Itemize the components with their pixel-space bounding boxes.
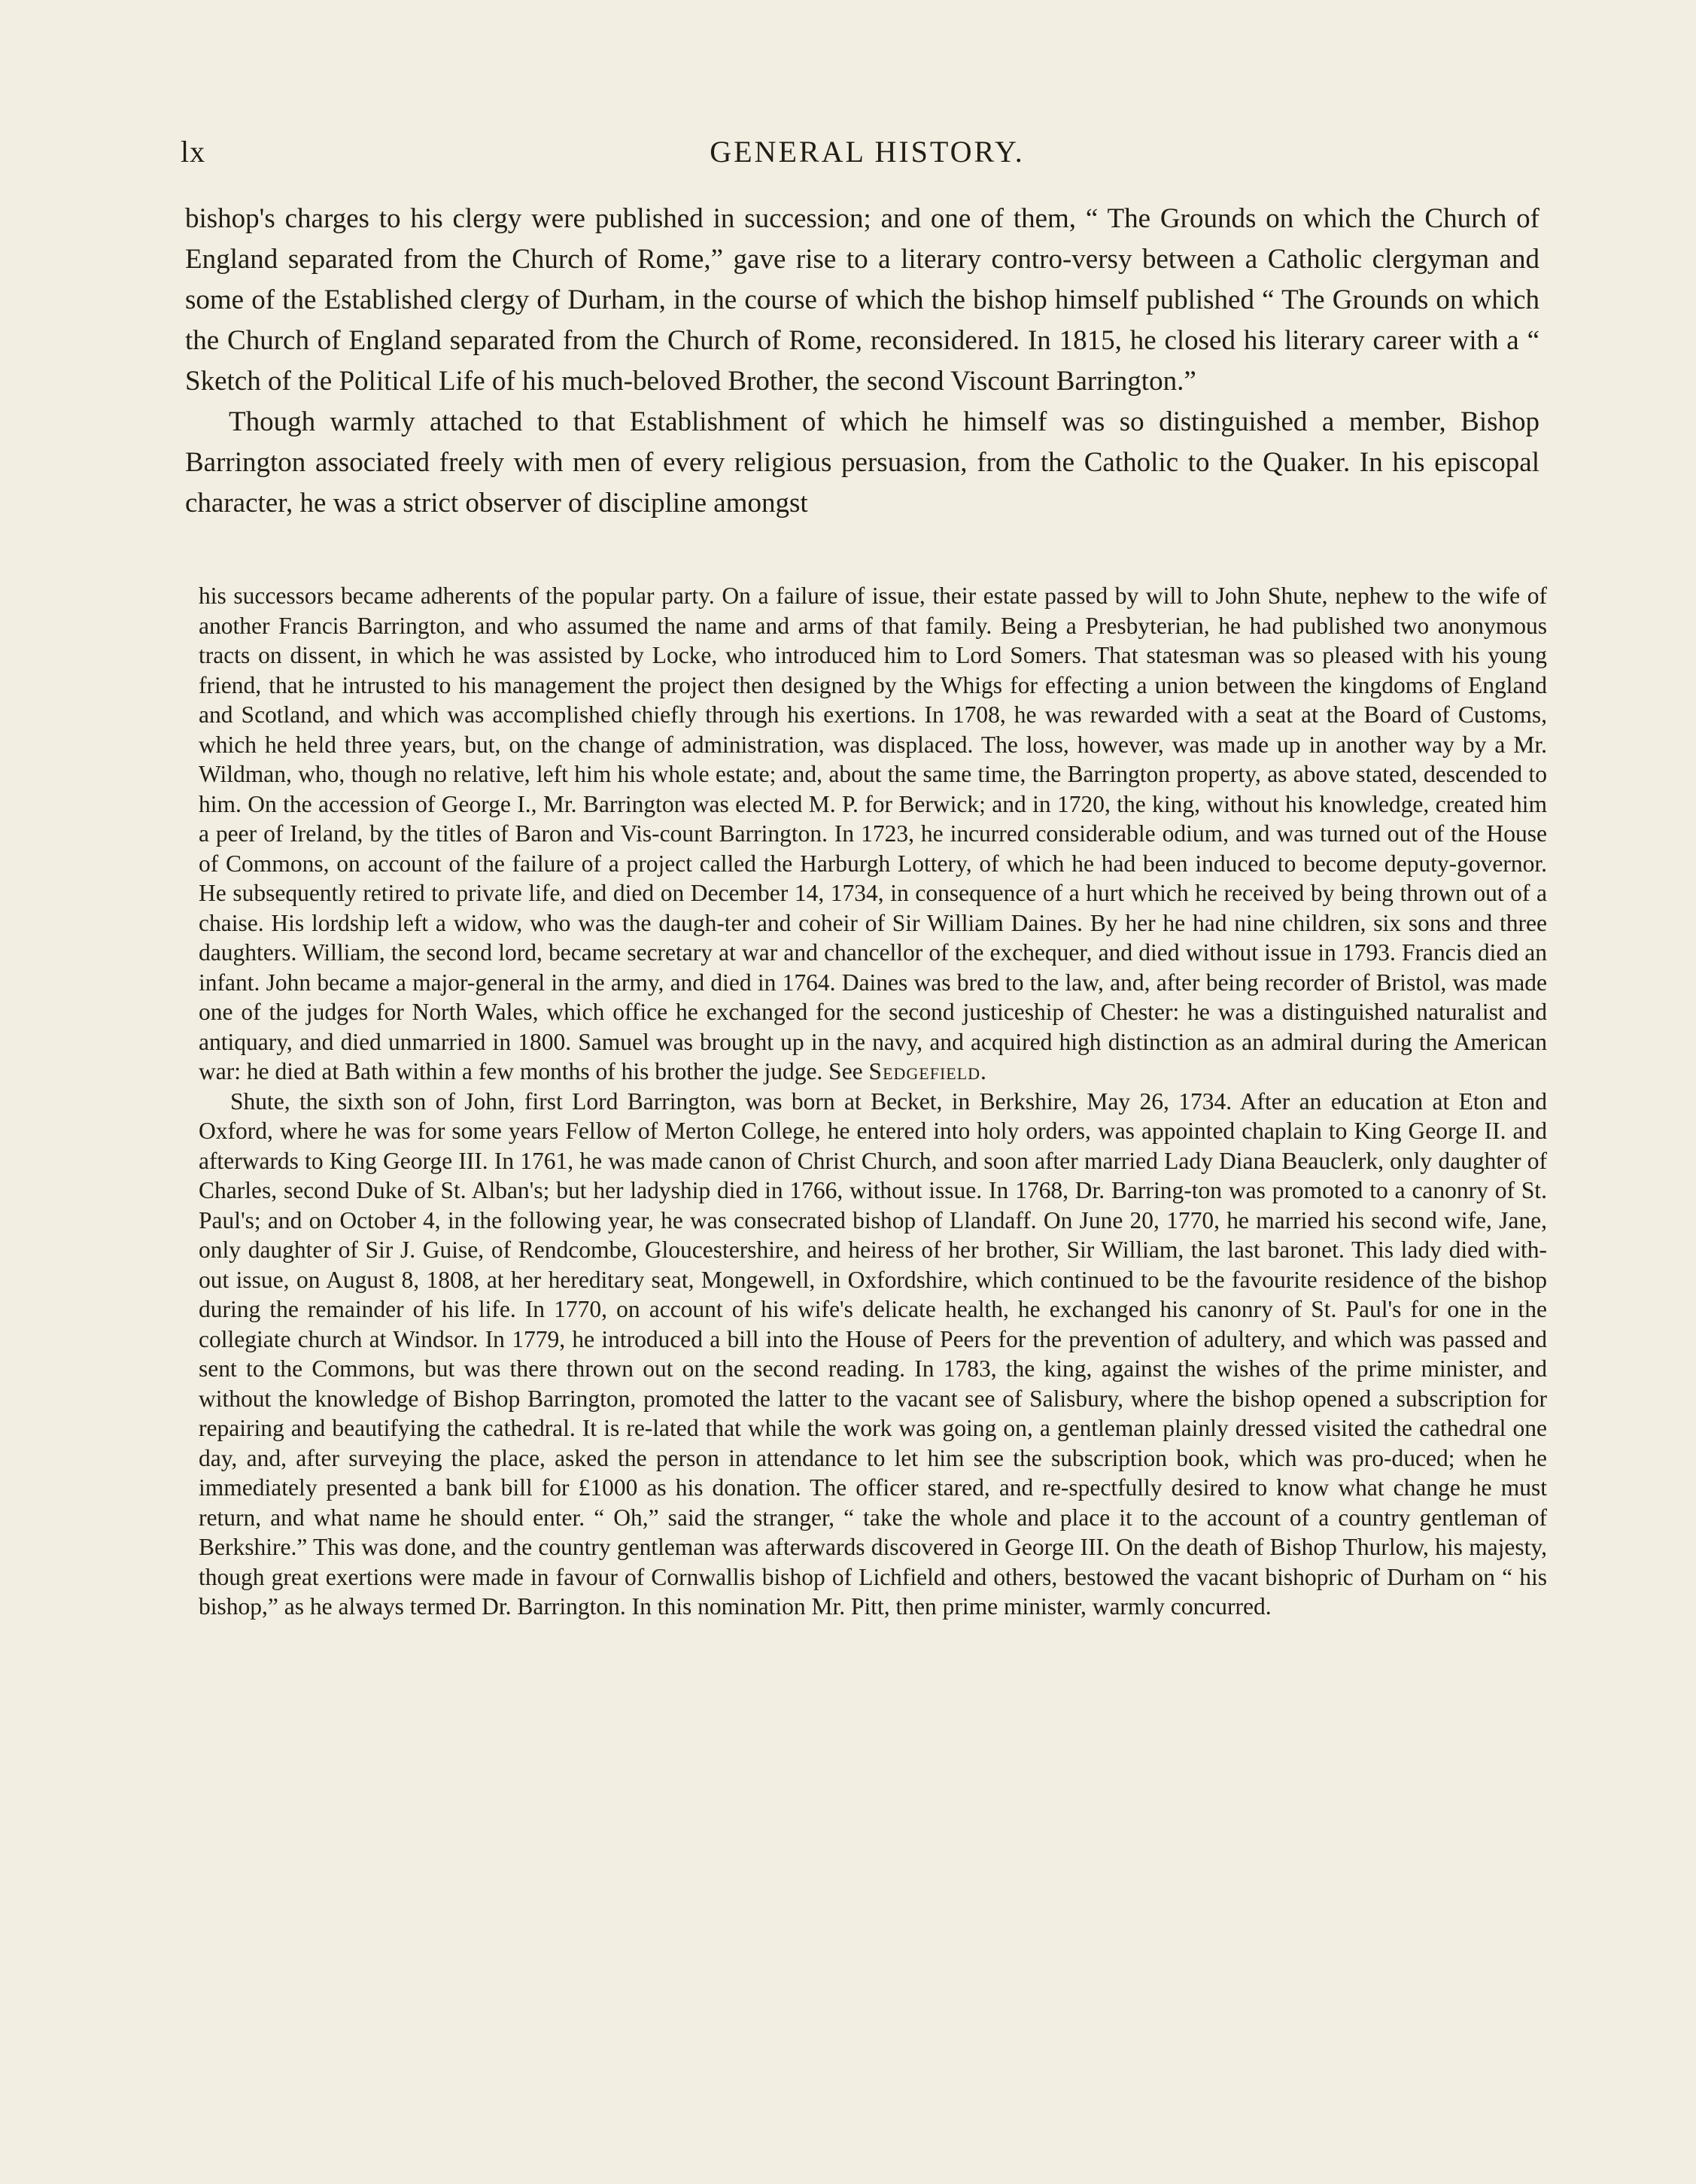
footnote-paragraph: Shute, the sixth son of John, first Lord Barrington, was born at Becket, in Berkshire, May 26, 1734. After an education at Eton and Oxford, where he was for some years Fellow of Merton College, he entered into holy orders, was appointed chaplain to King George II. and afterwards to King George III. In 1761, he was made canon of Christ Church, and soon after married Lady Diana Beauclerk, only daughter of Charles, second Duke of St. Alban's; but her ladyship died in 1766, without issue. In 1768, Dr. Barring-ton was promoted to a canonry of St. Paul's; and on October 4, in the following year, he was consecrated bishop of Llandaff. On June 20, 1770, he married his second wife, Jane, only daughter of Sir J. Guise, of Rendcombe, Gloucestershire, and heiress of her brother, Sir William, the last baronet. This lady died with-out issue, on August 8, 1808, at her hereditary seat, Mongewell, in Oxfordshire, which continued to be the favourite residence of the bishop during the remainder of his life. In 1770, on account of his wife's delicate health, he exchanged his canonry of St. Paul's for one in the collegiate church at Windsor. In 1779, he introduced a bill into the House of Peers for the prevention of adultery, and which was passed and sent to the Commons, but was there thrown out on the second reading. In 1783, the king, against the wishes of the prime minister, and without the knowledge of Bishop Barrington, promoted the latter to the vacant see of Salisbury, where the bishop opened a subscription for repairing and beautifying the cathedral. It is re-lated that while the work was going on, a gentleman plainly dressed visited the cathedral one day, and, after surveying the place, asked the person in attendance to let him see the subscription book, which was pro-duced; when he immediately presented a bank bill for £1000 as his donation. The officer stared, and re-spectfully desired to know what change he must return, and what name he should enter. “ Oh,” said the stranger, “ take the whole and place it to the account of a country gentleman of Berkshire.” This was done, and the country gentleman was afterwards discovered in George III. On the death of Bishop Thurlow, his majesty, though great exertions were made in favour of Cornwallis bishop of Lichfield and others, bestowed the vacant bishopric of Durham on “ his bishop,” as he always termed Dr. Barrington. In this nomination Mr. Pitt, then prime minister, warmly concurred. xyxy=(199,1087,1547,1620)
page-header xyxy=(181,134,1554,179)
main-paragraph: bishop's charges to his clergy were published in succession; and one of them, “ The Grounds on which the Church of England separated from the Church of Rome,” gave rise to a literary contro-versy between a Catholic clergyman and some of the Established clergy of Durham, in the course of which the bishop himself published “ The Grounds on which the Church of England separated from the Church of Rome, reconsidered. In 1815, he closed his literary career with a “ Sketch of the Political Life of his much-beloved Brother, the second Viscount Barrington.” xyxy=(185,203,1539,397)
page-number: lx xyxy=(181,135,206,169)
running-title: GENERAL HISTORY. xyxy=(710,135,1025,169)
main-text-block xyxy=(185,199,1539,524)
main-paragraph: Though warmly attached to that Establishment of which he himself was so distinguished a member, Bishop Barrington associated freely with men of every religious persuasion, from the Catholic to the Quaker. In his episcopal character, he was a strict observer of discipline amongst xyxy=(185,406,1539,519)
footnote-block xyxy=(199,581,1547,1622)
footnote-paragraph xyxy=(199,581,1547,1087)
cross-reference: Sedgefield. xyxy=(868,1058,987,1084)
footnote-paragraph-text: his successors became adherents of the popular party. On a failure of issue, their estate passed by will to John Shute, nephew to the wife of another Francis Barrington, and who assumed the name and arms of that family. Being a Presbyterian, he had published two anonymous tracts on dissent, in which he was assisted by Locke, who introduced him to Lord Somers. That statesman was so pleased with his young friend, that he intrusted to his management the project then designed by the Whigs for effecting a union between the kingdoms of England and Scotland, and which was accomplished chiefly through his exertions. In 1708, he was rewarded with a seat at the Board of Customs, which he held three years, but, on the change of administration, was displaced. The loss, however, was made up in another way by a Mr. Wildman, who, though no relative, left him his whole estate; and, about the same time, the Barrington property, as above stated, descended to him. On the accession of George I., Mr. Barrington was elected M. P. for Berwick; and in 1720, the king, without his knowledge, created him a peer of Ireland, by the titles of Baron and Vis-count Barrington. In 1723, he incurred considerable odium, and was turned out of the House of Commons, on account of the failure of a project called the Harburgh Lottery, of which he had been induced to become deputy-governor. He subsequently retired to private life, and died on December 14, 1734, in consequence of a hurt which he received by being thrown out of a chaise. His lordship left a widow, who was the daugh-ter and coheir of Sir William Daines. By her he had nine children, six sons and three daughters. William, the second lord, became secretary at war and chancellor of the exchequer, and died without issue in 1793. Francis died an infant. John became a major-general in the army, and died in 1764. Daines was bred to the law, and, after being recorder of Bristol, was made one of the judges for North Wales, which office he exchanged for the second justiceship of Chester: he was a distinguished naturalist and antiquary, and died unmarried in 1800. Samuel was brought up in the navy, and acquired high distinction as an admiral during the American war: he died at Bath within a few months of his brother the judge. See xyxy=(199,583,1547,1084)
